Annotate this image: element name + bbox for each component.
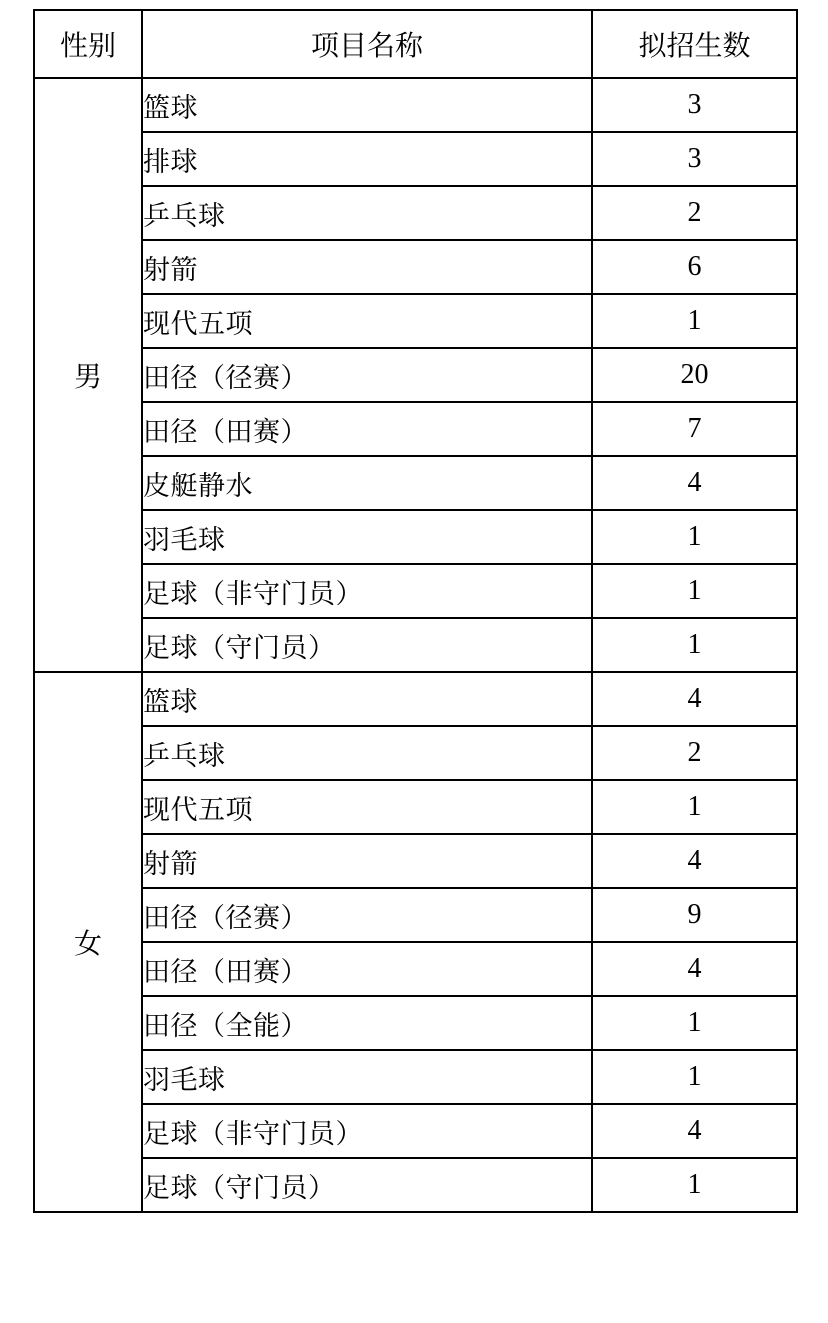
count-cell: 1	[592, 564, 797, 618]
event-name-cell: 篮球	[142, 672, 592, 726]
enrollment-quota-sheet	[33, 9, 796, 1213]
count-cell: 3	[592, 132, 797, 186]
table-row	[34, 1158, 797, 1212]
count-cell: 4	[592, 456, 797, 510]
table-row	[34, 240, 797, 294]
table-row	[34, 996, 797, 1050]
event-name-cell: 足球（非守门员）	[142, 1104, 592, 1158]
table-header-row	[34, 10, 797, 78]
table-body	[34, 78, 797, 1212]
table-row	[34, 78, 797, 132]
event-name-cell: 足球（守门员）	[142, 618, 592, 672]
header-event-name: 项目名称	[142, 10, 592, 78]
table-row	[34, 672, 797, 726]
event-name-cell: 田径（径赛）	[142, 348, 592, 402]
event-name-cell: 田径（全能）	[142, 996, 592, 1050]
table-row	[34, 780, 797, 834]
count-cell: 4	[592, 942, 797, 996]
header-planned-count: 拟招生数	[592, 10, 797, 78]
count-cell: 2	[592, 726, 797, 780]
gender-cell-female: 女	[34, 672, 142, 1212]
gender-cell-male: 男	[34, 78, 142, 672]
table-row	[34, 1104, 797, 1158]
event-name-cell: 足球（守门员）	[142, 1158, 592, 1212]
count-cell: 4	[592, 1104, 797, 1158]
event-name-cell: 篮球	[142, 78, 592, 132]
event-name-cell: 田径（径赛）	[142, 888, 592, 942]
count-cell: 1	[592, 780, 797, 834]
table-row	[34, 294, 797, 348]
table-row	[34, 564, 797, 618]
table-row	[34, 888, 797, 942]
count-cell: 1	[592, 996, 797, 1050]
table-row	[34, 456, 797, 510]
table-row	[34, 834, 797, 888]
event-name-cell: 皮艇静水	[142, 456, 592, 510]
table-row	[34, 402, 797, 456]
header-gender: 性别	[34, 10, 142, 78]
event-name-cell: 现代五项	[142, 294, 592, 348]
table-row	[34, 186, 797, 240]
count-cell: 1	[592, 618, 797, 672]
table-row	[34, 618, 797, 672]
count-cell: 4	[592, 834, 797, 888]
table-row	[34, 942, 797, 996]
event-name-cell: 羽毛球	[142, 510, 592, 564]
enrollment-quota-table	[33, 9, 798, 1213]
count-cell: 6	[592, 240, 797, 294]
event-name-cell: 排球	[142, 132, 592, 186]
table-row	[34, 132, 797, 186]
event-name-cell: 乒乓球	[142, 726, 592, 780]
event-name-cell: 羽毛球	[142, 1050, 592, 1104]
table-row	[34, 1050, 797, 1104]
event-name-cell: 射箭	[142, 834, 592, 888]
event-name-cell: 射箭	[142, 240, 592, 294]
table-row	[34, 510, 797, 564]
count-cell: 3	[592, 78, 797, 132]
event-name-cell: 乒乓球	[142, 186, 592, 240]
event-name-cell: 田径（田赛）	[142, 402, 592, 456]
count-cell: 1	[592, 1158, 797, 1212]
count-cell: 1	[592, 1050, 797, 1104]
count-cell: 7	[592, 402, 797, 456]
event-name-cell: 田径（田赛）	[142, 942, 592, 996]
count-cell: 9	[592, 888, 797, 942]
count-cell: 1	[592, 510, 797, 564]
event-name-cell: 现代五项	[142, 780, 592, 834]
table-row	[34, 726, 797, 780]
count-cell: 20	[592, 348, 797, 402]
count-cell: 4	[592, 672, 797, 726]
table-row	[34, 348, 797, 402]
event-name-cell: 足球（非守门员）	[142, 564, 592, 618]
count-cell: 1	[592, 294, 797, 348]
count-cell: 2	[592, 186, 797, 240]
